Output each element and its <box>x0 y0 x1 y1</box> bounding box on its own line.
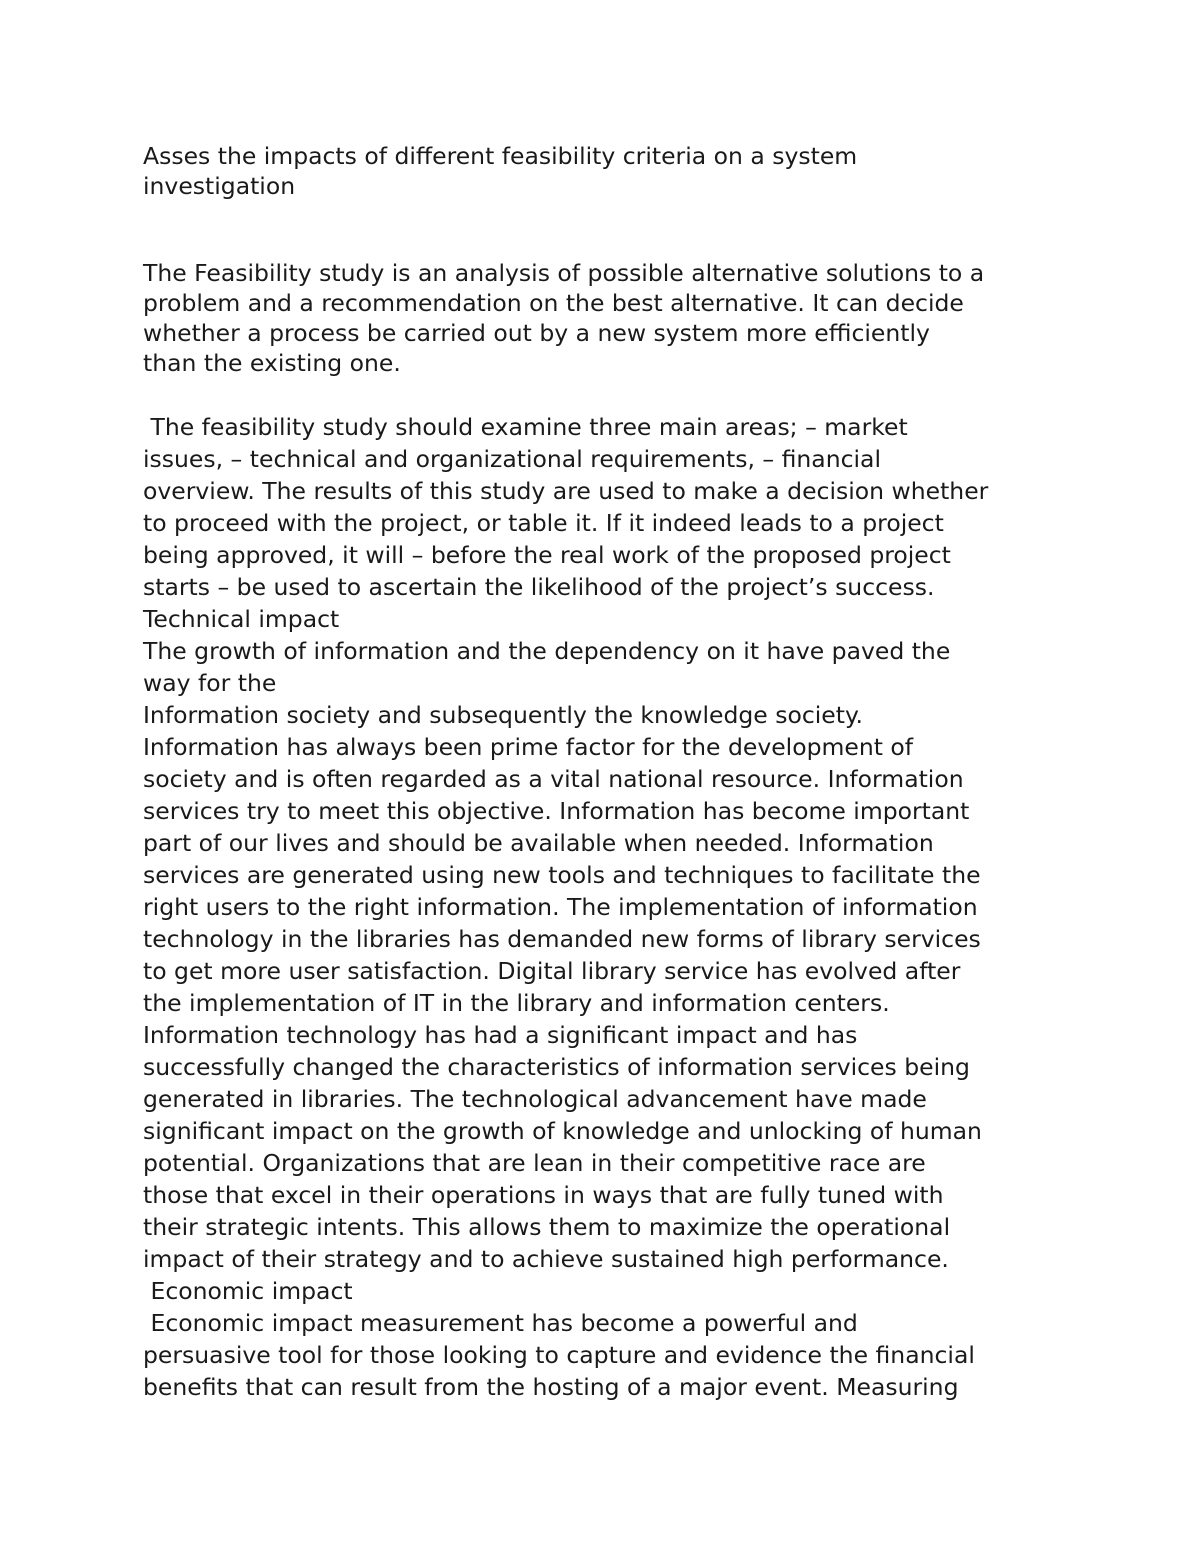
text-line: impact of their strategy and to achieve sustained high performance. <box>143 1245 949 1273</box>
text-line: significant impact on the growth of knowledge and unlocking of human <box>143 1117 982 1145</box>
text-line: whether a process be carried out by a new system more efficiently <box>143 319 930 347</box>
text-line: The Feasibility study is an analysis of possible alternative solutions to a <box>143 259 985 287</box>
text-line: potential. Organizations that are lean in their competitive race are <box>143 1149 926 1177</box>
text-line: right users to the right information. The implementation of information <box>143 893 978 921</box>
text-line: way for the <box>143 669 277 697</box>
text-line: than the existing one. <box>143 349 401 377</box>
body-text <box>143 411 1073 1403</box>
title-line: Asses the impacts of different feasibility criteria on a system <box>143 142 858 170</box>
text-line: overview. The results of this study are used to make a decision whether <box>143 477 989 505</box>
text-line: to proceed with the project, or table it. If it indeed leads to a project <box>143 509 944 537</box>
text-line: starts – be used to ascertain the likelihood of the project’s success. <box>143 573 935 601</box>
text-line: being approved, it will – before the real work of the proposed project <box>143 541 951 569</box>
title-line: investigation <box>143 172 296 200</box>
text-line: technology in the libraries has demanded new forms of library services <box>143 925 981 953</box>
text-line: persuasive tool for those looking to capture and evidence the financial <box>143 1341 975 1369</box>
document-title <box>143 141 1073 201</box>
text-line: issues, – technical and organizational requirements, – financial <box>143 445 881 473</box>
text-line: The feasibility study should examine three main areas; – market <box>143 413 908 441</box>
text-line: Economic impact measurement has become a powerful and <box>143 1309 858 1337</box>
text-line: Information technology has had a significant impact and has <box>143 1021 858 1049</box>
text-line: services are generated using new tools and techniques to facilitate the <box>143 861 981 889</box>
text-line: part of our lives and should be available when needed. Information <box>143 829 934 857</box>
text-line: services try to meet this objective. Information has become important <box>143 797 970 825</box>
document-content <box>143 141 1073 1403</box>
section-heading-economic-impact: Economic impact <box>143 1277 353 1305</box>
text-line: benefits that can result from the hosting of a major event. Measuring <box>143 1373 959 1401</box>
text-line: their strategic intents. This allows them to maximize the operational <box>143 1213 951 1241</box>
intro-paragraph <box>143 258 1073 378</box>
text-line: problem and a recommendation on the best alternative. It can decide <box>143 289 964 317</box>
section-heading-technical-impact: Technical impact <box>143 605 340 633</box>
text-line: to get more user satisfaction. Digital library service has evolved after <box>143 957 961 985</box>
text-line: society and is often regarded as a vital national resource. Information <box>143 765 964 793</box>
text-line: generated in libraries. The technological advancement have made <box>143 1085 927 1113</box>
text-line: Information has always been prime factor for the development of <box>143 733 914 761</box>
text-line: Information society and subsequently the knowledge society. <box>143 701 863 729</box>
text-line: the implementation of IT in the library and information centers. <box>143 989 890 1017</box>
text-line: The growth of information and the dependency on it have paved the <box>143 637 951 665</box>
text-line: those that excel in their operations in ways that are fully tuned with <box>143 1181 944 1209</box>
text-line: successfully changed the characteristics of information services being <box>143 1053 970 1081</box>
